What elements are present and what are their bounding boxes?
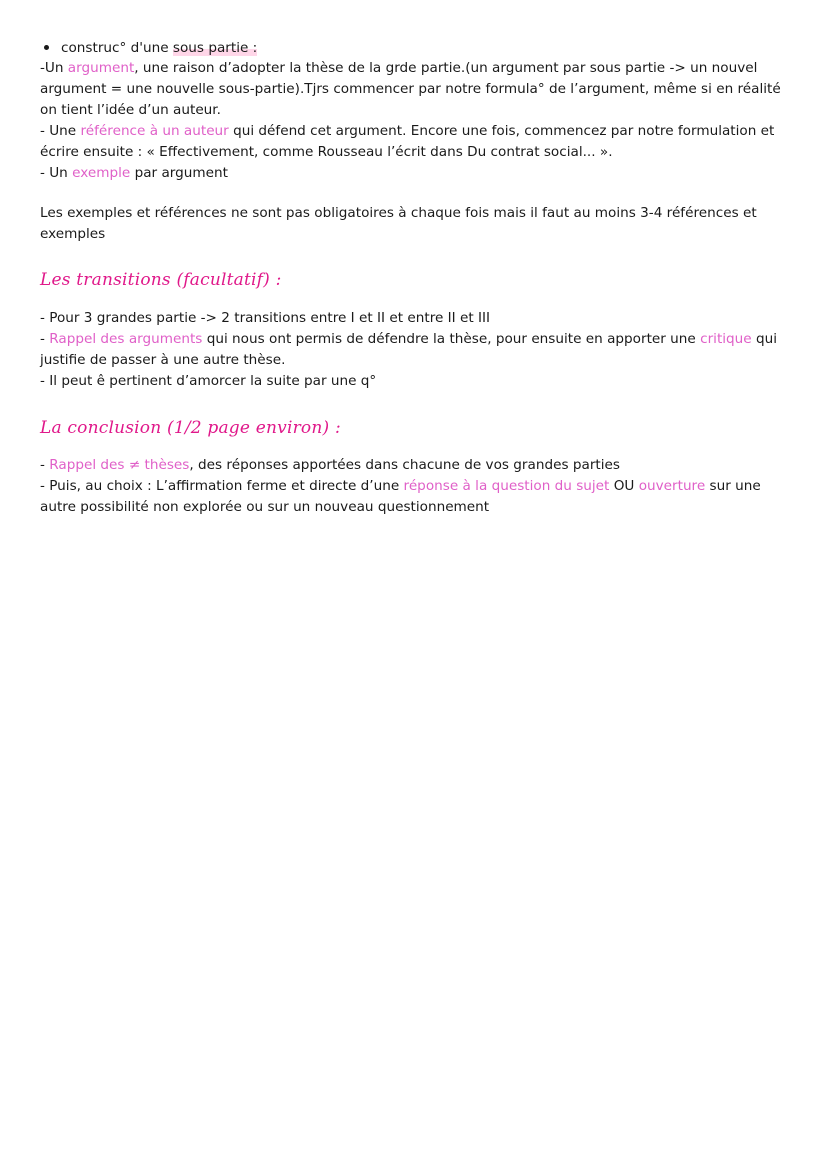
bullet-highlight: sous partie : [172,40,258,56]
bullet-dot-icon [44,45,49,50]
construction-note: Les exemples et références ne sont pas obligatoires à chaque fois mais il faut au moins 3-4 références et exemples [40,205,757,242]
example-term: exemple [72,165,131,181]
conclusion-line-1: - Rappel des ≠ thèses, des réponses apportées dans chacune de vos grandes parties [40,457,620,473]
transitions-section [40,308,792,392]
example-line: - Un exemple par argument [40,165,228,181]
conclusion-heading: La conclusion (1/2 page environ) : [40,418,341,438]
construction-bullet [44,38,257,59]
argument-line: -Un argument, une raison d’adopter la thèse de la grde partie.(un argument par sous partie -> un nouvel argument = une nouvelle sous-partie).Tjrs commencer par notre formula° de l’argument, même si en réalité on tient l’idée d’un auteur. [40,60,781,118]
critique-term: critique [700,331,752,347]
conclusion-section [40,455,792,518]
reference-term: référence à un auteur [80,123,229,139]
bullet-text: construc° d'une [61,40,173,56]
ouverture-term: ouverture [638,478,706,494]
transitions-heading: Les transitions (facultatif) : [40,270,282,290]
reference-line: - Une référence à un auteur qui défend cet argument. Encore une fois, commencez par notre formulation et écrire ensuite : « Effectivement, comme Rousseau l’écrit dans Du contrat social... ». [40,123,775,160]
conclusion-line-2: - Puis, au choix : L’affirmation ferme et directe d’une réponse à la question du sujet OU ouverture sur une autre possibilité non explorée ou sur un nouveau questionnement [40,478,761,515]
construction-section [40,58,792,184]
rappel-arguments-term: Rappel des arguments [49,331,203,347]
reponse-term: réponse à la question du sujet [403,478,610,494]
transitions-line-1: - Pour 3 grandes partie -> 2 transitions entre I et II et entre II et III [40,310,491,326]
argument-term: argument [67,60,135,76]
transitions-line-2: - Rappel des arguments qui nous ont permis de défendre la thèse, pour ensuite en apporter une critique qui justifie de passer à une autre thèse. [40,331,778,368]
rappel-theses-term: Rappel des ≠ thèses [49,457,190,473]
transitions-line-3: - Il peut ê pertinent d’amorcer la suite par une q° [40,373,377,389]
